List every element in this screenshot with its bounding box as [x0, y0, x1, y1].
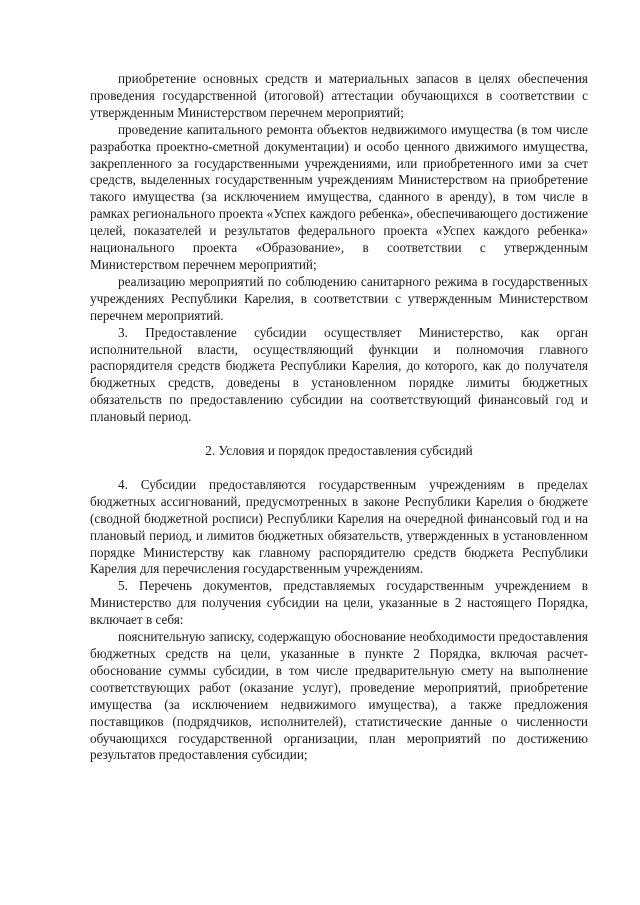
paragraph-capital-repair: проведение капитального ремонта объектов недвижимого имущества (в том числе разработка проектно-сметной документации) и особо ценного движимого имущества, закрепленного за государственными учреждениями, или приобретенного ими за счет средств, выделенных государственным учреждениям Министерством на приобретение такого имущества (за исключением имущества, сданного в аренду), в том числе в рамках регионального проекта «Успех каждого ребенка», обеспечивающего достижение целей, показателей и результатов федерального проекта «Успех каждого ребенка» национального проекта «Образование», в соответствии с утвержденным Министерством перечнем мероприятий;: [90, 121, 588, 272]
paragraph-item-5: 5. Перечень документов, представляемых государственным учреждением в Министерство для получения субсидии на цели, указанные в 2 настоящего Порядка, включает в себя:: [90, 578, 588, 628]
section-heading: 2. Условия и порядок предоставления субсидий: [205, 443, 473, 459]
paragraph-item-4: 4. Субсидии предоставляются государственным учреждениям в пределах бюджетных ассигнований, предусмотренных в законе Республики Карелия о бюджете (сводной бюджетной росписи) Республики Карелия на очередной финансовый год и на плановый период, и лимитов бюджетных обязательств, утвержденных в установленном порядке Министерству как главному распорядителю средств бюджета Республики Карелия для перечисления государственным учреждениям.: [90, 476, 588, 577]
paragraph-item-3: 3. Предоставление субсидии осуществляет Министерство, как орган исполнительной власти, осуществляющий функции и полномочия главного распорядителя средств бюджета Республики Карелия, до которого, как до получателя бюджетных средств, доведены в установленном порядке лимиты бюджетных обязательств по предоставлению субсидии на соответствующий финансовый год и плановый период.: [90, 324, 588, 425]
document-page: [90, 71, 588, 764]
paragraph-explanatory-note: пояснительную записку, содержащую обоснование необходимости предоставления бюджетных средств на цели, указанные в пункте 2 Порядка, включая расчет-обоснование суммы субсидии, в том числе предварительную смету на выполнение соответствующих работ (оказание услуг), проведение мероприятий, приобретение имущества (за исключением недвижимого имущества), а также предложения поставщиков (подрядчиков, исполнителей), статистические данные о численности обучающихся государственной организации, план мероприятий по достижению результатов предоставления субсидии;: [90, 629, 588, 763]
paragraph-fixed-assets: приобретение основных средств и материальных запасов в целях обеспечения проведения государственной (итоговой) аттестации обучающихся в соответствии с утвержденным Министерством перечнем мероприятий;: [90, 71, 588, 120]
paragraph-sanitary: реализацию мероприятий по соблюдению санитарного режима в государственных учреждениях Республики Карелия, в соответствии с утвержденным Министерством перечнем мероприятий.: [90, 273, 588, 323]
